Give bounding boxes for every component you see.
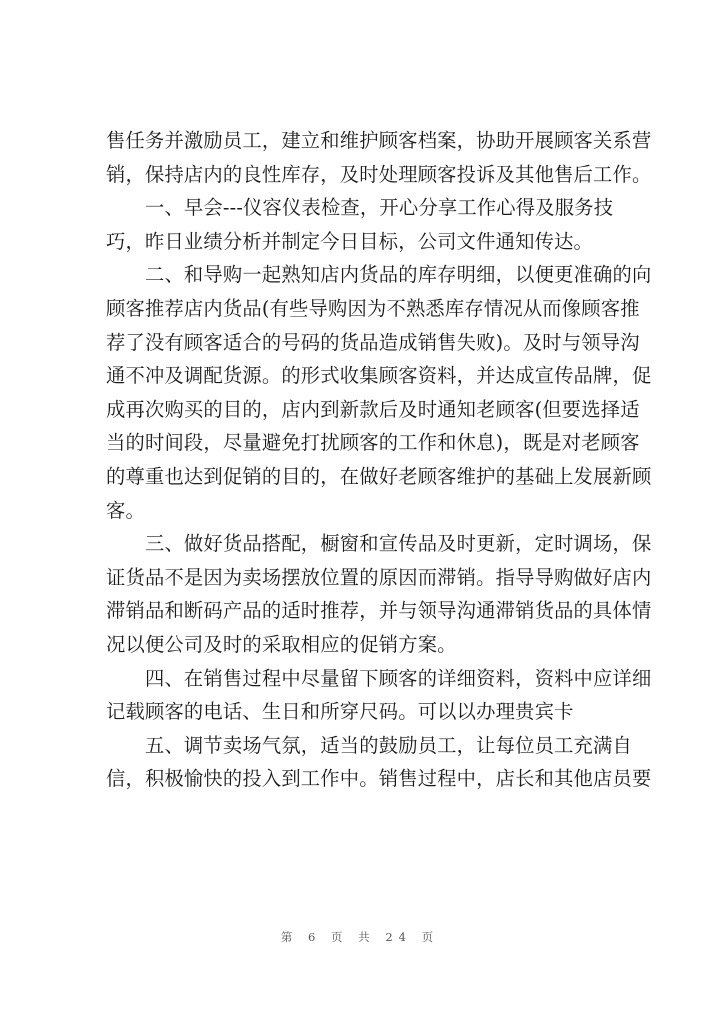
text-line: 一、早会---仪容仪表检查，开心分享工作心得及服务技 (106, 196, 614, 220)
text-line: 顾客推荐店内货品(有些导购因为不熟悉库存情况从而像顾客推 (106, 296, 640, 320)
text-line: 二、和导购一起熟知店内货品的库存明细，以便更准确的向 (106, 263, 652, 287)
text-line: 销，保持店内的良性库存，及时处理顾客投诉及其他售后工作。 (106, 162, 652, 186)
page-number-footer: 第 6 页 共 24 页 (280, 930, 440, 944)
text-line: 通不冲及调配货源。的形式收集顾客资料，并达成宣传品牌，促 (106, 364, 652, 388)
text-line: 成再次购买的目的，店内到新款后及时通知老顾客(但要选择适 (106, 397, 640, 421)
body-text (106, 124, 652, 796)
text-line: 荐了没有顾客适合的号码的货品造成销售失败)。及时与领导沟 (106, 330, 640, 354)
text-line: 的尊重也达到促销的目的，在做好老顾客维护的基础上发展新顾 (106, 464, 652, 488)
text-line: 滞销品和断码产品的适时推荐，并与领导沟通滞销货品的具体情 (106, 599, 652, 623)
text-line: 当的时间段，尽量避免打扰顾客的工作和休息)，既是对老顾客 (106, 431, 640, 455)
text-line: 五、调节卖场气氛，适当的鼓励员工，让每位员工充满自 (106, 733, 632, 757)
text-line: 售任务并激励员工，建立和维护顾客档案，协助开展顾客关系营 (106, 129, 652, 152)
text-line: 三、做好货品搭配，橱窗和宣传品及时更新，定时调场，保 (106, 532, 652, 556)
text-line: 证货品不是因为卖场摆放位置的原因而滞销。指导导购做好店内 (106, 565, 652, 589)
text-line: 巧，昨日业绩分析并制定今日目标，公司文件通知传达。 (106, 229, 594, 253)
text-line: 记载顾客的电话、生日和所穿尺码。可以以办理贵宾卡 (106, 700, 574, 724)
text-line: 况以便公司及时的采取相应的促销方案。 (106, 632, 457, 656)
text-line: 四、在销售过程中尽量留下顾客的详细资料，资料中应详细 (106, 666, 652, 690)
text-line: 客。 (106, 498, 145, 522)
text-line: 信，积极愉快的投入到工作中。销售过程中，店长和其他店员要 (106, 767, 652, 791)
